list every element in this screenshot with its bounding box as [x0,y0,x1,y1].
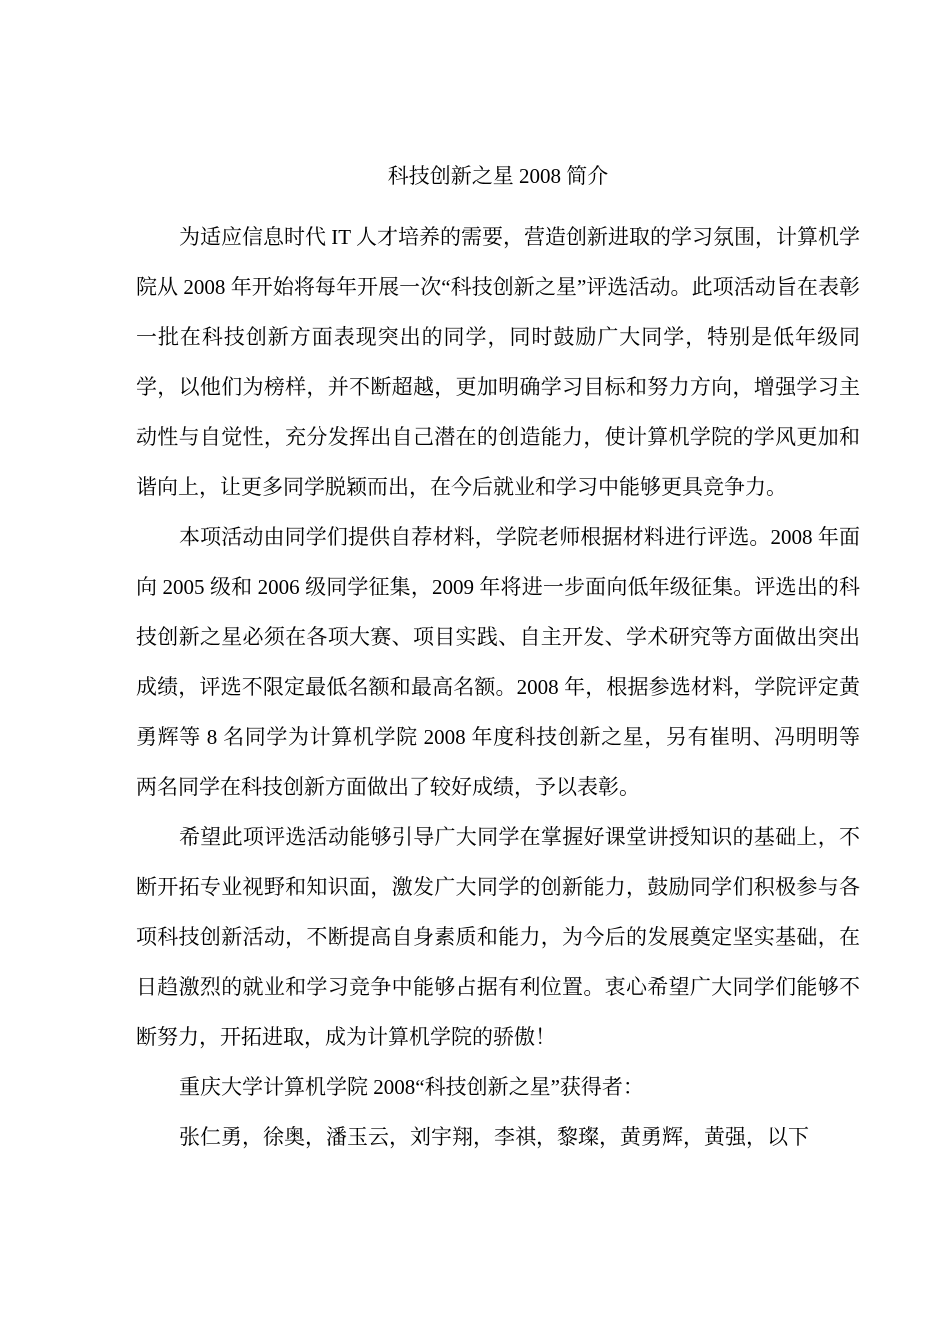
winners-heading: 重庆大学计算机学院 2008“科技创新之星”获得者： [179,1075,644,1099]
paragraph-intro: 为适应信息时代 IT 人才培养的需要，营造创新进取的学习氛围，计算机学院从 2008 年开始将每年开展一次“科技创新之星”评选活动。此项活动旨在表彰一批在科技创新方面表现突出的同学，同时鼓励广大同学，特别是低年级同学，以他们为榜样，并不断超越，更加明确学习目标和努力方向，增强学习主动性与自觉性，充分发挥出自己潜在的创造能力，使计算机学院的学风更加和谐向上，让更多同学脱颖而出，在今后就业和学习中能够更具竞争力。 [136,225,860,499]
paragraph-hopes: 希望此项评选活动能够引导广大同学在掌握好课堂讲授知识的基础上，不断开拓专业视野和知识面，激发广大同学的创新能力，鼓励同学们积极参与各项科技创新活动，不断提高自身素质和能力，为今后的发展奠定坚实基础，在日趋激烈的就业和学习竞争中能够占据有利位置。衷心希望广大同学们能够不断努力，开拓进取，成为计算机学院的骄傲！ [136,825,860,1049]
paragraph-selection-process: 本项活动由同学们提供自荐材料，学院老师根据材料进行评选。2008 年面向 2005 级和 2006 级同学征集，2009 年将进一步面向低年级征集。评选出的科技创新之星必须在各项大赛、项目实践、自主开发、学术研究等方面做出突出成绩，评选不限定最低名额和最高名额。2008 年，根据参选材料，学院评定黄勇辉等 8 名同学为计算机学院 2008 年度科技创新之星，另有崔明、冯明明等两名同学在科技创新方面做出了较好成绩，予以表彰。 [136,525,860,799]
winners-list: 张仁勇，徐奥，潘玉云，刘宇翔，李祺，黎璨，黄勇辉，黄强，以下 [179,1125,809,1149]
document-body [136,158,860,1162]
document-title: 科技创新之星 2008 简介 [387,164,609,188]
